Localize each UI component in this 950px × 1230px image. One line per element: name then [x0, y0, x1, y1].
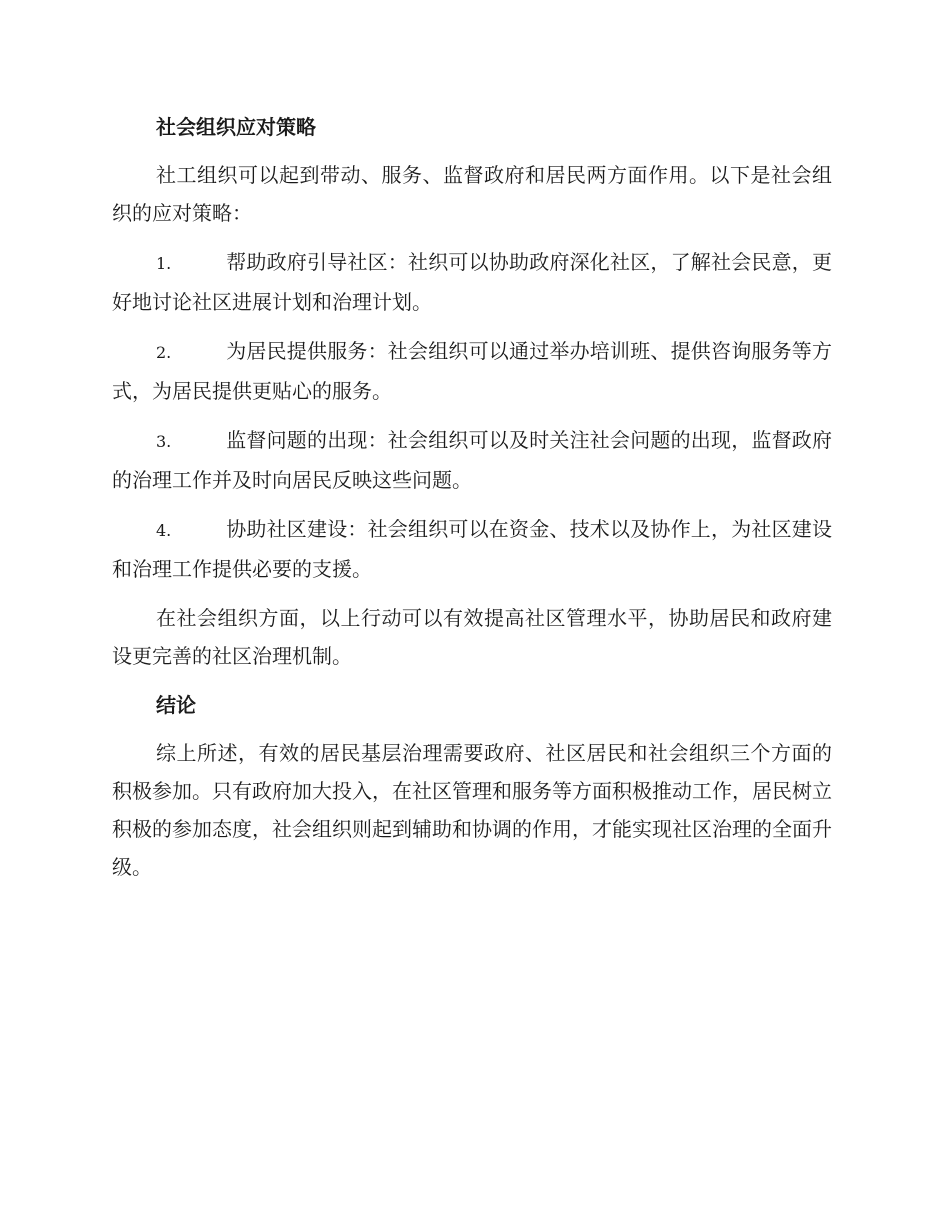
strategy-summary-paragraph: 在社会组织方面，以上行动可以有效提高社区管理水平，协助居民和政府建设更完善的社区治理机制。 — [112, 606, 832, 668]
list-item-number: 1. — [156, 254, 172, 273]
section-heading-strategy: 社会组织应对策略 — [156, 115, 316, 139]
list-item-number: 4. — [156, 521, 172, 540]
document-page — [112, 108, 832, 897]
section-heading-conclusion: 结论 — [156, 693, 196, 717]
list-item — [112, 510, 832, 588]
list-item — [112, 243, 832, 321]
list-item — [112, 421, 832, 499]
list-item-text: 为居民提供服务：社会组织可以通过举办培训班、提供咨询服务等方式，为居民提供更贴心的服务。 — [112, 339, 832, 403]
strategy-intro-paragraph: 社工组织可以起到带动、服务、监督政府和居民两方面作用。以下是社会组织的应对策略： — [112, 163, 832, 225]
list-item-number: 2. — [156, 343, 172, 362]
list-item — [112, 332, 832, 410]
list-item-text: 协助社区建设：社会组织可以在资金、技术以及协作上，为社区建设和治理工作提供必要的支援。 — [112, 517, 832, 581]
list-item-number: 3. — [156, 432, 172, 451]
list-item-text: 帮助政府引导社区：社织可以协助政府深化社区，了解社会民意，更好地讨论社区进展计划和治理计划。 — [112, 250, 832, 314]
conclusion-paragraph: 综上所述，有效的居民基层治理需要政府、社区居民和社会组织三个方面的积极参加。只有政府加大投入，在社区管理和服务等方面积极推动工作，居民树立积极的参加态度，社会组织则起到辅助和协调的作用，才能实现社区治理的全面升级。 — [112, 741, 832, 879]
list-item-text: 监督问题的出现：社会组织可以及时关注社会问题的出现，监督政府的治理工作并及时向居民反映这些问题。 — [112, 428, 832, 492]
